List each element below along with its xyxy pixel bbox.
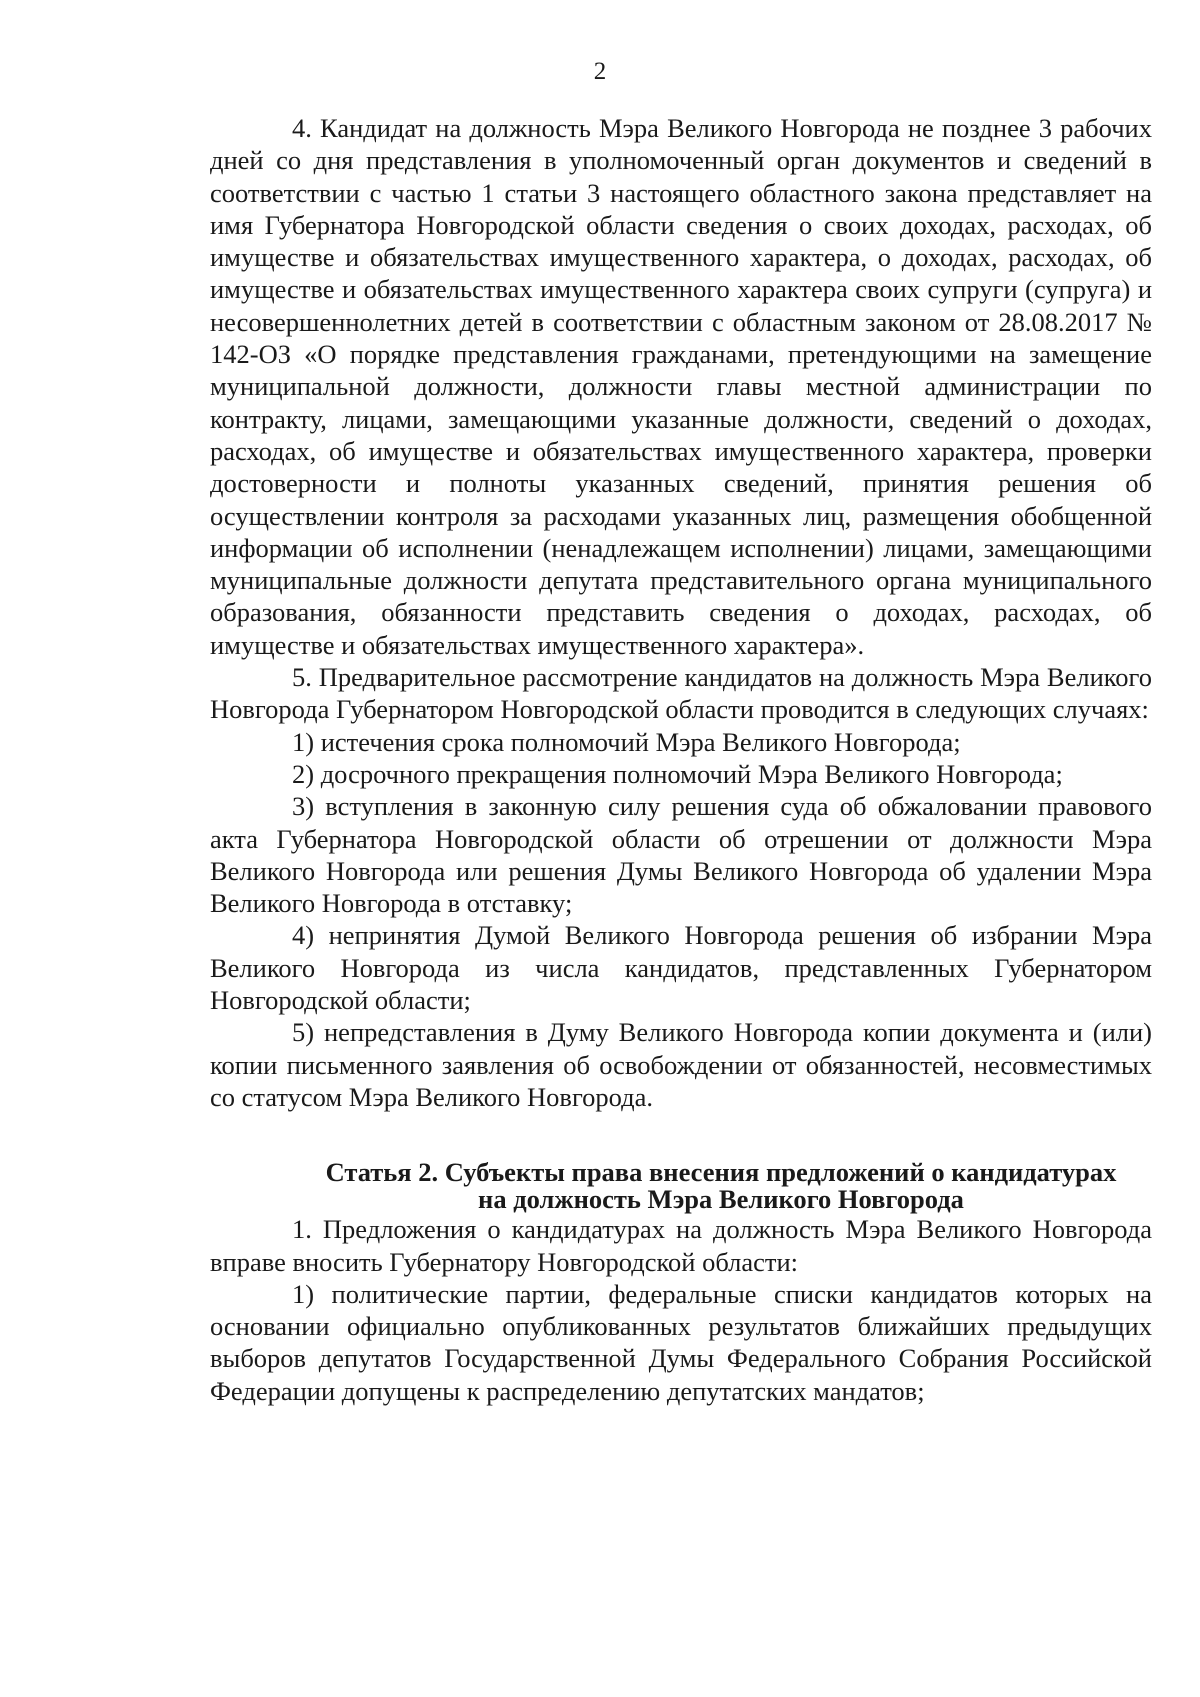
list-item: 2) досрочного прекращения полномочий Мэра Великого Новгорода; <box>292 758 1063 789</box>
list-item: 3) вступления в законную силу решения суда об обжаловании правового акта Губернатора Новгородской области об отрешении от должности Мэра Великого Новгорода или решения Думы Великого Новгорода об удалении Мэра Великого Новгорода в отставку; <box>210 791 1152 919</box>
article-heading-line-2: на должность Мэра Великого Новгорода <box>478 1184 964 1215</box>
paragraph-1-proposals: 1. Предложения о кандидатурах на должность Мэра Великого Новгорода вправе вносить Губернатору Новгородской области: <box>210 1214 1152 1277</box>
list-item: 1) политические партии, федеральные списки кандидатов которых на основании официально опубликованных результатов ближайших предыдущих выборов депутатов Государственной Думы Федерального Собрания Российской Федерации допущены к распределению депутатских мандатов; <box>210 1278 1152 1406</box>
article-heading <box>210 1159 1152 1213</box>
paragraph-4-candidate-income: 4. Кандидат на должность Мэра Великого Новгорода не позднее 3 рабочих дней со дня представления в уполномоченный орган документов и сведений в соответствии с частью 1 статьи 3 настоящего областного закона представляет на имя Губернатора Новгородской области сведения о своих доходах, расходах, об имуществе и обязательствах имущественного характера, о доходах, расходах, об имуществе и обязательствах имущественного характера своих супруги (супруга) и несовершеннолетних детей в соответствии с областным законом от 28.08.2017 № 142-ОЗ «О порядке представления гражданами, претендующими на замещение муниципальной должности, должности главы местной администрации по контракту, лицами, замещающими указанные должности, сведений о доходах, расходах, об имуществе и обязательствах имущественного характера, проверки достоверности и полноты указанных сведений, принятия решения об осуществлении контроля за расходами указанных лиц, размещения обобщенной информации об исполнении (ненадлежащем исполнении) лицами, замещающими муниципальные должности депутата представительного органа муниципального образования, обязанности представить сведения о доходах, расходах, об имуществе и обязательствах имущественного характера». <box>210 113 1152 660</box>
list-item: 1) истечения срока полномочий Мэра Великого Новгорода; <box>292 726 961 757</box>
article-heading-line-1: Статья 2. Субъекты права внесения предложений о кандидатурах <box>325 1157 1117 1188</box>
paragraph-5-preliminary-review: 5. Предварительное рассмотрение кандидатов на должность Мэра Великого Новгорода Губернатором Новгородской области проводится в следующих случаях: <box>210 662 1152 725</box>
list-item: 4) непринятия Думой Великого Новгорода решения об избрании Мэра Великого Новгорода из числа кандидатов, представленных Губернатором Новгородской области; <box>210 920 1152 1016</box>
page-number: 2 <box>593 58 607 85</box>
document-body <box>210 112 1152 1407</box>
list-item: 5) непредставления в Думу Великого Новгорода копии документа и (или) копии письменного заявления об освобождении от обязанностей, несовместимых со статусом Мэра Великого Новгорода. <box>210 1017 1152 1112</box>
